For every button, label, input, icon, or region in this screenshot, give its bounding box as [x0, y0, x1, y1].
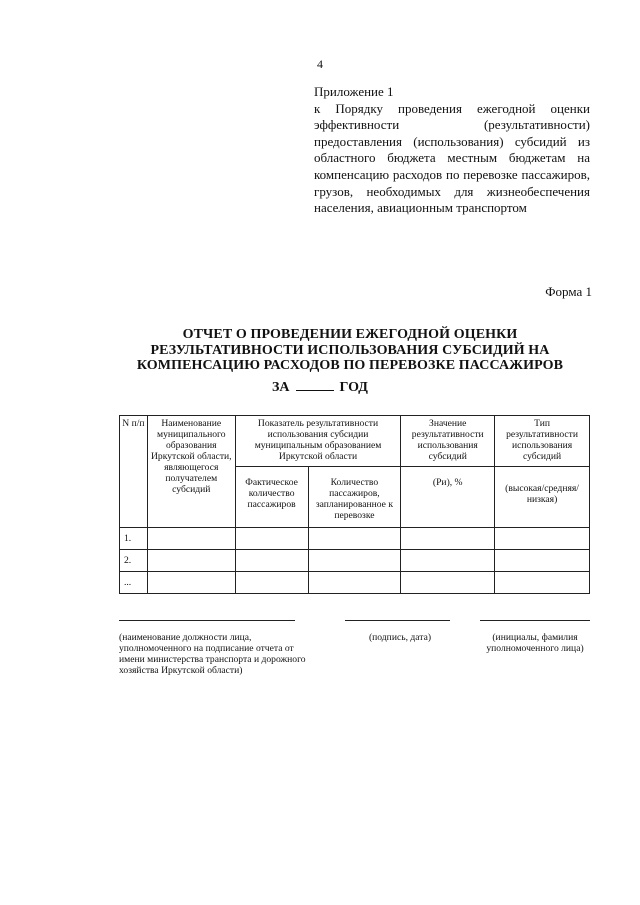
report-year-suffix: ГОД: [339, 380, 368, 395]
table-cell[interactable]: [235, 528, 308, 550]
header-value: Значение результативности использования субсидий: [401, 416, 495, 467]
report-table: [119, 415, 590, 594]
page-number: 4: [317, 57, 323, 71]
report-title: [100, 327, 600, 374]
table-header-row: [120, 416, 590, 467]
header-type: Тип результативности использования субсидий: [495, 416, 590, 467]
table-row: [120, 528, 590, 550]
signature-line: [345, 620, 450, 621]
report-title-line-1: ОТЧЕТ О ПРОВЕДЕНИИ ЕЖЕГОДНОЙ ОЦЕНКИ: [182, 327, 518, 342]
report-title-line-3: КОМПЕНСАЦИЮ РАСХОДОВ ПО ПЕРЕВОЗКЕ ПАССАЖИРОВ: [136, 358, 564, 373]
table-cell[interactable]: [235, 572, 308, 594]
table-cell[interactable]: [308, 550, 401, 572]
appendix-title: Приложение 1: [314, 84, 394, 99]
sign-caption: (подпись, дата): [368, 632, 432, 643]
table-cell[interactable]: [147, 528, 235, 550]
table-cell[interactable]: [147, 550, 235, 572]
position-signature-line: [119, 620, 295, 621]
year-blank-field[interactable]: [296, 378, 334, 391]
appendix-body: к Порядку проведения ежегодной оценки эффективности (результативности) предоставления (использования) субсидий из областного бюджета местным бюджетам на компенсацию расходов по перевозке пассажиров, грузов, необходимых для жизнеобеспечения населения, авиационным транспортом: [314, 100, 590, 216]
position-caption: (наименование должности лица, уполномоченного на подписание отчета от имени министерства транспорта и дорожного хозяйства Иркутской области): [119, 632, 306, 676]
table-cell[interactable]: [235, 550, 308, 572]
row-number: 1.: [120, 528, 148, 550]
table-cell[interactable]: [401, 572, 495, 594]
subheader-type: (высокая/средняя/ низкая): [495, 467, 590, 528]
appendix-block: [314, 84, 590, 217]
form-label: Форма 1: [545, 284, 592, 299]
table-cell[interactable]: [308, 528, 401, 550]
table-row: [120, 550, 590, 572]
table-cell[interactable]: [495, 572, 590, 594]
subheader-actual: Фактическое количество пассажиров: [235, 467, 308, 528]
table-cell[interactable]: [308, 572, 401, 594]
report-year-prefix: ЗА: [272, 380, 290, 395]
report-year: [0, 378, 640, 396]
name-caption: (инициалы, фамилия уполномоченного лица): [486, 632, 584, 654]
subheader-value: (Ри), %: [401, 467, 495, 528]
row-number: 2.: [120, 550, 148, 572]
row-number: ...: [120, 572, 148, 594]
table-cell[interactable]: [401, 528, 495, 550]
report-title-line-2: РЕЗУЛЬТАТИВНОСТИ ИСПОЛЬЗОВАНИЯ СУБСИДИЙ НА: [150, 342, 550, 358]
table-cell[interactable]: [495, 528, 590, 550]
table-row: [120, 572, 590, 594]
table-cell[interactable]: [495, 550, 590, 572]
header-municipality: Наименование муниципального образования Иркутской области, являющегося получателем субсидий: [147, 416, 235, 528]
name-signature-line: [480, 620, 590, 621]
table-cell[interactable]: [401, 550, 495, 572]
table-cell[interactable]: [147, 572, 235, 594]
header-indicator: Показатель результативности использования субсидии муниципальным образованием Иркутской области: [235, 416, 401, 467]
subheader-planned: Количество пассажиров, запланированное к перевозке: [308, 467, 401, 528]
header-num: N п/п: [120, 416, 148, 528]
